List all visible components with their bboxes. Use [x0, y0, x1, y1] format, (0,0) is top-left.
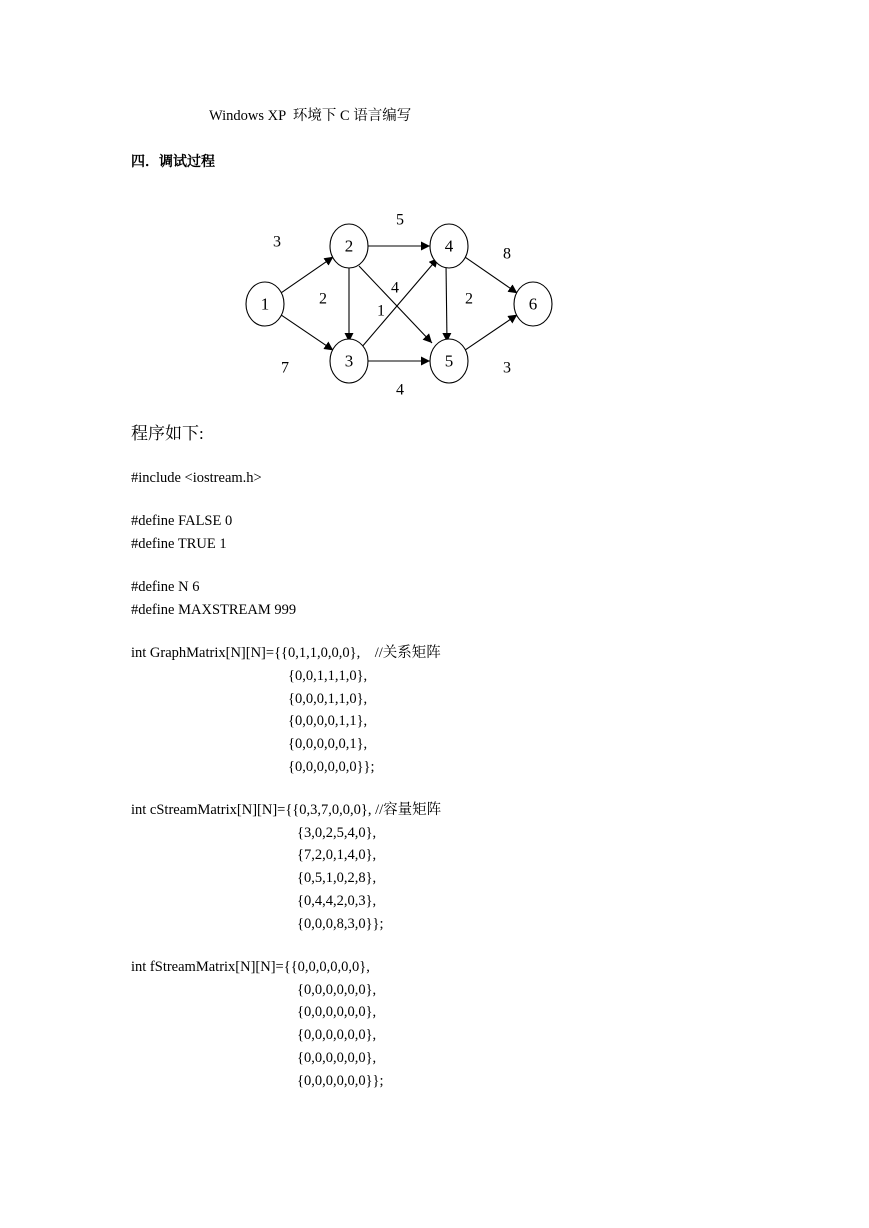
c-matrix-line: {0,5,1,0,2,8}, [297, 870, 377, 886]
environment-line: Windows XP 环境下 C 语言编写 [209, 108, 412, 124]
node-2 [330, 224, 368, 268]
edge-weight-1-2: 3 [273, 233, 281, 251]
node-label: 6 [528, 294, 538, 314]
flow-network-diagram [0, 0, 869, 420]
node-6 [514, 282, 552, 326]
f-matrix-line: {0,0,0,0,0,0}, [297, 982, 377, 998]
edge-weight-3-5: 4 [396, 381, 404, 399]
f-matrix-line: {0,0,0,0,0,0}, [297, 1004, 377, 1020]
c-matrix-line: {3,0,2,5,4,0}, [297, 825, 377, 841]
edge-3-4 [361, 258, 438, 348]
edge-1-2 [281, 257, 334, 293]
node-label: 4 [444, 236, 454, 256]
node-1 [246, 282, 284, 326]
f-matrix-line: {0,0,0,0,0,0}, [297, 1050, 377, 1066]
edge-weight-3-4: 1 [377, 302, 385, 320]
edge-weight-4-5: 2 [465, 290, 473, 308]
graph-matrix-line: {0,0,1,1,1,0}, [288, 668, 368, 684]
c-matrix-line: {0,0,0,8,3,0}}; [297, 916, 384, 932]
code-include: #include <iostream.h> [131, 470, 262, 486]
graph-matrix-line: {0,0,0,0,0,1}, [288, 736, 368, 752]
edge-1-3 [281, 315, 334, 351]
node-4 [430, 224, 468, 268]
code-define-n: #define N 6 [131, 579, 200, 595]
code-define-maxstream: #define MAXSTREAM 999 [131, 602, 297, 618]
section-heading: 四．调试过程 [131, 154, 215, 170]
node-label: 2 [344, 236, 354, 256]
node-5 [430, 339, 468, 383]
edge-weight-2-5: 4 [391, 279, 399, 297]
graph-matrix-line: {0,0,0,0,0,0}}; [288, 759, 375, 775]
code-define-false: #define FALSE 0 [131, 513, 233, 529]
program-intro: 程序如下: [131, 424, 204, 443]
code-define-true: #define TRUE 1 [131, 536, 227, 552]
c-matrix-line: {7,2,0,1,4,0}, [297, 847, 377, 863]
f-matrix-line: {0,0,0,0,0,0}, [297, 1027, 377, 1043]
edge-weight-2-4: 5 [396, 211, 404, 229]
node-label: 5 [444, 351, 454, 371]
edge-weight-5-6: 3 [503, 359, 511, 377]
node-label: 3 [344, 351, 354, 371]
edge-5-6 [465, 315, 518, 351]
node-label: 1 [260, 294, 270, 314]
f-matrix-line: {0,0,0,0,0,0}}; [297, 1073, 384, 1089]
graph-matrix-line: {0,0,0,0,1,1}, [288, 713, 368, 729]
node-3 [330, 339, 368, 383]
edge-weight-4-6: 8 [503, 245, 511, 263]
edge-weight-2-3: 2 [319, 290, 327, 308]
graph-matrix-line: int GraphMatrix[N][N]={{0,1,1,0,0,0}, //关系矩阵 [131, 645, 441, 661]
c-matrix-line: {0,4,4,2,0,3}, [297, 893, 377, 909]
c-matrix-line: int cStreamMatrix[N][N]={{0,3,7,0,0,0}, //容量矩阵 [131, 802, 442, 818]
edge-weight-1-3: 7 [281, 359, 289, 377]
graph-matrix-line: {0,0,0,1,1,0}, [288, 691, 368, 707]
edge-4-5 [446, 264, 447, 342]
f-matrix-line: int fStreamMatrix[N][N]={{0,0,0,0,0,0}, [131, 959, 370, 975]
